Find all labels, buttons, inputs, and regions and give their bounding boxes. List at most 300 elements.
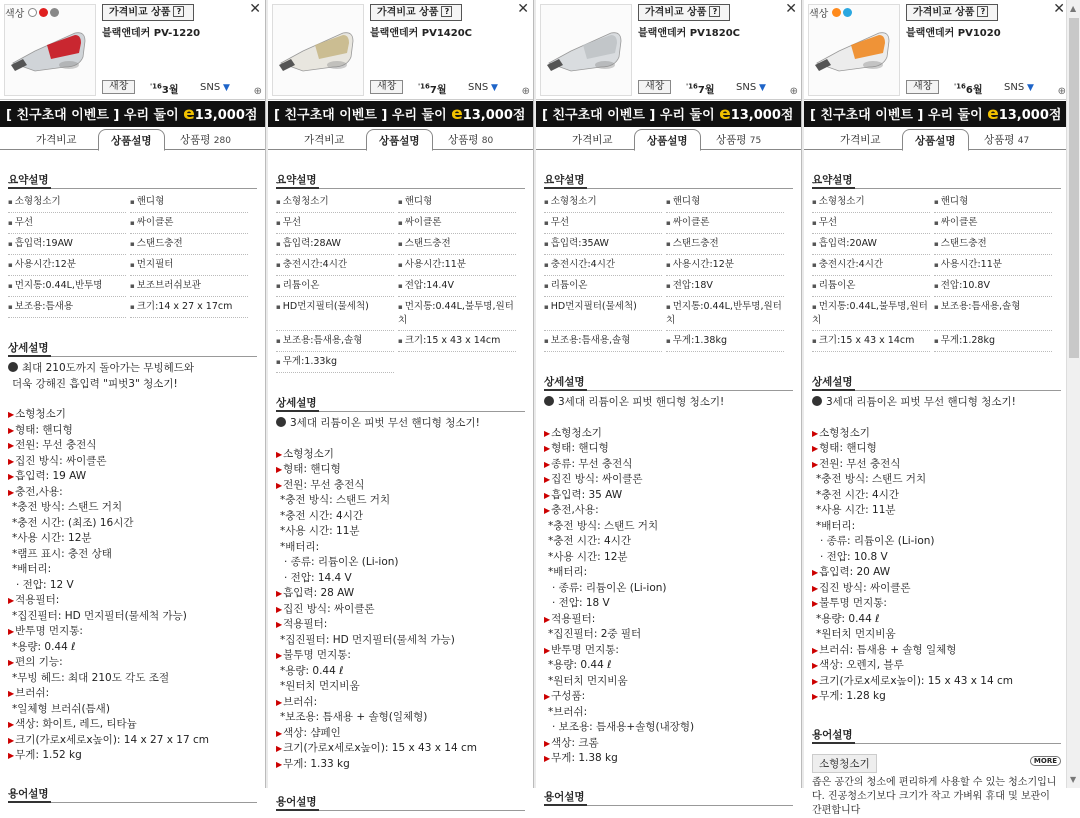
summary-item: ▪ 무게:1.33kg	[276, 352, 394, 373]
color-swatch[interactable]	[28, 8, 37, 17]
red-triangle-icon: ▶	[812, 444, 819, 453]
detail-line	[276, 710, 525, 726]
summary-section-title	[8, 172, 257, 189]
detail-text: *배터리:	[816, 519, 856, 532]
red-triangle-icon: ▶	[8, 425, 15, 435]
detail-title: 상세설명	[544, 374, 587, 391]
tab-reviews[interactable]	[180, 132, 231, 147]
release-date	[418, 81, 447, 96]
product-thumbnail[interactable]	[540, 4, 632, 96]
summary-item: ▪ 핸디형	[666, 192, 784, 213]
detail-line	[544, 612, 793, 628]
summary-grid	[812, 192, 1061, 352]
new-window-button[interactable]: 새창	[638, 80, 671, 94]
red-triangle-icon: ▶	[544, 475, 551, 484]
summary-item: ▪ 사용시간:11분	[934, 255, 1052, 276]
detail-text: 크기(가로x세로x높이): 14 x 27 x 17 cm	[15, 733, 209, 746]
product-thumbnail[interactable]	[272, 4, 364, 96]
detail-line	[812, 612, 1061, 628]
price-compare-button[interactable]	[638, 4, 730, 21]
red-triangle-icon: ▶	[812, 661, 819, 670]
product-column	[804, 0, 1070, 816]
summary-item: ▪ 전압:10.8V	[934, 276, 1052, 297]
close-icon[interactable]: ✕	[785, 1, 797, 17]
detail-text: *충전 시간: 4시간	[548, 535, 632, 547]
color-swatch[interactable]	[843, 8, 852, 17]
tab-reviews[interactable]	[448, 132, 493, 147]
tab-reviews[interactable]	[984, 132, 1029, 147]
sns-label: SNS	[1004, 82, 1025, 93]
detail-line	[544, 736, 793, 752]
summary-item: ▪ 흡입력:35AW	[544, 234, 662, 255]
summary-item: ▪ 핸디형	[934, 192, 1052, 213]
sns-label: SNS	[468, 82, 489, 93]
review-count: 47	[1017, 136, 1030, 146]
detail-text: 색상: 크롬	[551, 736, 599, 749]
detail-line	[8, 500, 257, 516]
detail-line	[8, 609, 257, 625]
help-icon[interactable]: ?	[441, 6, 452, 17]
tab-product-description[interactable]: 상품설명	[366, 129, 433, 151]
detail-text: 불투명 먼지통:	[819, 597, 887, 609]
summary-item: ▪ 소형청소기	[276, 192, 394, 213]
red-triangle-icon: ▶	[544, 738, 551, 748]
detail-text: · 종류: 리튬이온 (Li-ion)	[552, 581, 667, 594]
detail-line	[276, 602, 525, 618]
summary-item: ▪ 리튬이온	[812, 276, 930, 297]
detail-spacer	[8, 392, 257, 407]
tab-bar	[804, 127, 1069, 150]
summary-item: ▪ 흡입력:28AW	[276, 234, 394, 255]
detail-text: 형태: 핸디형	[283, 463, 341, 475]
detail-line	[276, 555, 525, 571]
detail-text: *충전 방식: 스탠드 거치	[816, 473, 927, 485]
detail-text: 흡입력: 28 AW	[283, 587, 355, 599]
price-compare-button[interactable]	[102, 4, 194, 21]
detail-line	[812, 643, 1061, 659]
summary-item: ▪ 무선	[544, 213, 662, 234]
detail-spacer	[544, 411, 793, 426]
event-text: [ 친구초대 이벤트 ] 우리 둘이	[6, 108, 179, 123]
detail-text: *집진필터: 2중 필터	[548, 628, 642, 640]
product-model[interactable]: 블랙앤데커 PV1020	[906, 28, 1001, 39]
detail-title: 상세설명	[276, 395, 319, 412]
detail-text: 반투명 먼지통:	[551, 643, 619, 656]
chevron-down-icon[interactable]: ▼	[756, 83, 766, 93]
product-description-body	[268, 172, 533, 811]
detail-text: *원터치 먼지비움	[548, 674, 628, 687]
product-header	[804, 0, 1069, 100]
detail-text: *집진필터: HD 먼지필터(물세척 가능)	[12, 609, 187, 622]
detail-line	[276, 741, 525, 757]
detail-line	[544, 519, 793, 535]
glossary-text: 좁은 공간의 청소에 편리하게 사용할 수 있는 청소기입니다. 진공청소기보다 크기가 작고 가벼워 휴대 및 보관이 간편합니다	[812, 776, 1057, 816]
detail-line	[544, 488, 793, 504]
detail-line	[544, 705, 793, 721]
summary-title: 요약설명	[8, 172, 51, 189]
summary-title: 요약설명	[276, 172, 319, 189]
price-compare-button[interactable]	[370, 4, 462, 21]
detail-line	[8, 624, 257, 640]
glossary-title: 용어설명	[276, 794, 319, 811]
summary-section-title	[544, 172, 793, 189]
event-banner[interactable]	[536, 101, 801, 127]
detail-line	[544, 441, 793, 457]
glossary-section-title	[812, 727, 1061, 744]
detail-text: *충전 시간: (최조) 16시간	[12, 516, 134, 529]
color-swatches	[809, 5, 852, 20]
new-window-button[interactable]: 새창	[370, 80, 403, 94]
detail-line	[8, 655, 257, 671]
help-icon[interactable]: ?	[977, 6, 988, 17]
summary-item: ▪ 보조브러쉬보관	[130, 276, 248, 297]
detail-section-title	[812, 374, 1061, 391]
chevron-down-icon[interactable]: ▼	[220, 83, 230, 93]
sns-dropdown[interactable]	[468, 82, 498, 93]
glossary-term: 소형청소기	[812, 754, 877, 773]
sns-label: SNS	[736, 82, 757, 93]
tab-price-compare[interactable]: 가격비교	[572, 134, 613, 146]
detail-line	[812, 457, 1061, 473]
red-triangle-icon: ▶	[8, 487, 15, 497]
red-triangle-icon: ▶	[8, 735, 15, 745]
detail-line	[8, 531, 257, 547]
release-year: '16	[954, 82, 966, 91]
detail-line	[8, 593, 257, 609]
glossary-section-title	[544, 789, 793, 806]
red-triangle-icon: ▶	[544, 754, 551, 763]
sns-dropdown[interactable]	[1004, 82, 1034, 93]
detail-line	[812, 503, 1061, 519]
detail-text: 적용필터:	[283, 618, 328, 630]
tab-reviews-label: 상품평	[984, 134, 1015, 146]
detail-text: 무게: 1.38 kg	[551, 752, 618, 764]
summary-item: ▪ 크기:14 x 27 x 17cm	[130, 297, 248, 318]
sns-label: SNS	[200, 82, 221, 93]
summary-item: ▪ 리튬이온	[276, 276, 394, 297]
detail-text: 무게: 1.33 kg	[283, 757, 350, 770]
summary-item: ▪ 싸이클론	[934, 213, 1052, 234]
red-triangle-icon: ▶	[8, 627, 15, 636]
vertical-scrollbar[interactable]	[1066, 0, 1080, 788]
close-icon[interactable]: ✕	[249, 1, 261, 17]
summary-item: ▪ 싸이클론	[666, 213, 784, 234]
detail-text: 색상: 오렌지, 블루	[819, 659, 904, 671]
detail-text: 소형청소기	[551, 426, 602, 439]
detail-list	[544, 395, 793, 767]
detail-text: 전원: 무선 충전식	[283, 478, 365, 491]
price-compare-label: 가격비교 상품	[377, 7, 439, 18]
red-triangle-icon: ▶	[8, 456, 15, 466]
close-icon[interactable]: ✕	[1053, 1, 1065, 17]
red-triangle-icon: ▶	[812, 676, 819, 686]
detail-text: *사용 시간: 11분	[280, 525, 360, 537]
detail-line	[276, 648, 525, 664]
red-triangle-icon: ▶	[8, 410, 15, 419]
tab-price-compare[interactable]: 가격비교	[36, 134, 77, 146]
summary-item: ▪ 보조용:틈새용,솔형	[276, 331, 394, 352]
review-count: 80	[481, 136, 494, 146]
detail-text: *용량: 0.44 ℓ	[12, 640, 76, 653]
detail-line	[8, 748, 257, 764]
summary-item: ▪ 핸디형	[398, 192, 516, 213]
product-model[interactable]: 블랙앤데커 PV1820C	[638, 28, 741, 39]
summary-item: ▪ 보조용:틈새용	[8, 297, 126, 318]
tab-bar	[268, 127, 533, 150]
detail-line	[544, 720, 793, 736]
price-compare-label: 가격비교 상품	[913, 7, 975, 18]
detail-text: *원터치 먼지비움	[280, 680, 360, 692]
detail-text: *충전 방식: 스탠드 거치	[548, 519, 659, 532]
red-triangle-icon: ▶	[8, 658, 15, 667]
detail-text: *무빙 헤드: 최대 210도 각도 조절	[12, 671, 170, 684]
scrollbar-thumb[interactable]	[1069, 18, 1079, 358]
detail-line	[276, 493, 525, 509]
summary-grid	[276, 192, 525, 373]
summary-item: ▪ 전압:14.4V	[398, 276, 516, 297]
product-description-body	[0, 172, 265, 803]
detail-text: 소형청소기	[283, 447, 334, 460]
detail-section-title	[544, 374, 793, 391]
detail-list	[276, 416, 525, 772]
detail-line	[544, 472, 793, 488]
detail-text: · 종류: 리튬이온 (Li-ion)	[820, 535, 935, 547]
detail-line	[812, 581, 1061, 597]
bullet-icon	[276, 417, 286, 427]
detail-line	[8, 423, 257, 439]
detail-line	[544, 751, 793, 767]
detail-text: 충전,사용:	[551, 504, 599, 516]
detail-line	[276, 447, 525, 463]
detail-line	[276, 617, 525, 633]
price-compare-label: 가격비교 상품	[645, 7, 707, 18]
detail-line	[276, 633, 525, 649]
detail-line	[544, 674, 793, 690]
detail-line	[276, 726, 525, 742]
summary-item: ▪ 전압:18V	[666, 276, 784, 297]
red-triangle-icon: ▶	[276, 589, 283, 598]
product-column	[268, 0, 534, 808]
detail-text: *충전 방식: 스탠드 거치	[280, 494, 391, 506]
help-icon[interactable]: ?	[709, 6, 720, 17]
summary-item: ▪ 싸이클론	[398, 213, 516, 234]
detail-text: 브러쉬:	[15, 687, 50, 699]
product-description-body	[536, 172, 801, 806]
price-compare-label: 가격비교 상품	[109, 7, 171, 18]
summary-grid	[544, 192, 793, 352]
detail-text: *보조용: 틈새용 + 솔형(일체형)	[280, 711, 428, 723]
red-triangle-icon: ▶	[544, 490, 551, 500]
detail-line	[8, 485, 257, 501]
detail-line	[544, 565, 793, 581]
glossary-section-title	[276, 794, 525, 811]
color-swatch[interactable]	[50, 8, 59, 17]
tab-product-description[interactable]: 상품설명	[98, 129, 165, 151]
release-date	[150, 81, 179, 96]
detail-section-title	[276, 395, 525, 412]
event-e-logo: e	[451, 104, 463, 124]
summary-item: ▪ 싸이클론	[130, 213, 248, 234]
close-icon[interactable]: ✕	[517, 1, 529, 17]
detail-text: 무게: 1.28 kg	[819, 690, 886, 702]
detail-line	[812, 488, 1061, 504]
chevron-down-icon[interactable]: ▼	[488, 83, 498, 93]
more-button[interactable]: MORE	[1030, 756, 1061, 766]
summary-item: ▪ 먼지통:0.44L,반투명,원터치	[666, 297, 784, 331]
detail-line	[276, 586, 525, 602]
event-points: 13,000점	[194, 108, 258, 123]
detail-text: 불투명 먼지통:	[283, 649, 351, 661]
tab-product-description[interactable]: 상품설명	[634, 129, 701, 151]
summary-item: ▪ 사용시간:11분	[398, 255, 516, 276]
detail-line	[812, 426, 1061, 442]
red-triangle-icon: ▶	[276, 480, 283, 490]
detail-text: 크기(가로x세로x높이): 15 x 43 x 14 cm	[283, 742, 477, 754]
detail-line	[812, 472, 1061, 488]
detail-spacer	[812, 411, 1061, 426]
product-description-body	[804, 172, 1069, 818]
event-banner[interactable]	[268, 101, 533, 127]
zoom-icon[interactable]: ⊕	[253, 86, 262, 97]
zoom-icon[interactable]: ⊕	[521, 86, 530, 97]
detail-text: 형태: 핸디형	[551, 442, 609, 454]
detail-text: 소형청소기	[819, 426, 870, 439]
detail-line	[8, 702, 257, 718]
red-triangle-icon: ▶	[812, 568, 819, 577]
event-e-logo: e	[987, 104, 999, 124]
product-model[interactable]: 블랙앤데커 PV-1220	[102, 28, 201, 39]
detail-text: 적용필터:	[15, 594, 60, 606]
summary-item: ▪ 소형청소기	[8, 192, 126, 213]
chevron-down-icon[interactable]: ▼	[1024, 83, 1034, 93]
summary-item: ▪ 소형청소기	[544, 192, 662, 213]
detail-text: 전원: 무선 충전식	[819, 457, 901, 470]
red-triangle-icon: ▶	[544, 444, 551, 453]
summary-item: ▪ HD먼지필터(물세척)	[544, 297, 662, 331]
product-header	[536, 0, 801, 100]
summary-item: ▪ 무게:1.28kg	[934, 331, 1052, 352]
zoom-icon[interactable]: ⊕	[789, 86, 798, 97]
detail-line	[8, 578, 257, 594]
glossary-title: 용어설명	[812, 727, 855, 744]
tab-price-compare[interactable]: 가격비교	[840, 134, 881, 146]
detail-text: 집진 방식: 싸이클론	[15, 454, 107, 467]
detail-line	[812, 565, 1061, 581]
release-month: 6월	[965, 85, 983, 96]
detail-line	[8, 516, 257, 532]
detail-line	[8, 717, 257, 733]
red-triangle-icon: ▶	[8, 751, 15, 760]
summary-item: ▪ 스탠드충전	[398, 234, 516, 255]
detail-text: 전원: 무선 충전식	[15, 439, 97, 451]
detail-text: · 전압: 12 V	[16, 578, 74, 591]
detail-text: 색상: 샴페인	[283, 726, 341, 739]
red-triangle-icon: ▶	[8, 596, 15, 605]
product-image-icon	[273, 5, 363, 95]
scroll-down-icon[interactable]: ▼	[1070, 775, 1077, 784]
detail-line	[8, 640, 257, 656]
product-model[interactable]: 블랙앤데커 PV1420C	[370, 28, 473, 39]
red-triangle-icon: ▶	[276, 728, 283, 738]
detail-text: *사용 시간: 12분	[12, 532, 92, 544]
detail-text: *용량: 0.44 ℓ	[280, 664, 344, 677]
detail-text: 흡입력: 19 AW	[15, 470, 87, 482]
review-count: 280	[213, 136, 231, 146]
detail-text: 편의 기능:	[15, 656, 63, 668]
product-image-icon	[541, 5, 631, 95]
release-year: '16	[418, 82, 430, 91]
color-swatch[interactable]	[832, 8, 841, 17]
sns-dropdown[interactable]	[200, 82, 230, 93]
summary-item: ▪ 무게:1.38kg	[666, 331, 784, 352]
tab-product-description[interactable]: 상품설명	[902, 129, 969, 151]
summary-item: ▪ 스탠드충전	[130, 234, 248, 255]
summary-item: ▪ 크기:15 x 43 x 14cm	[398, 331, 516, 352]
release-year: '16	[150, 82, 162, 91]
event-banner[interactable]	[804, 101, 1069, 127]
detail-text: *충전 시간: 4시간	[816, 488, 900, 501]
red-triangle-icon: ▶	[544, 614, 551, 624]
summary-section-title	[276, 172, 525, 189]
color-swatch[interactable]	[39, 8, 48, 17]
price-compare-button[interactable]	[906, 4, 998, 21]
event-e-logo: e	[183, 104, 195, 124]
new-window-button[interactable]: 새창	[102, 80, 135, 94]
red-triangle-icon: ▶	[276, 449, 283, 459]
detail-text: *원터치 먼지비움	[816, 628, 896, 640]
detail-text: 색상: 화이트, 레드, 티타늄	[15, 718, 137, 730]
event-banner[interactable]	[0, 101, 265, 127]
color-swatches	[5, 5, 59, 20]
bullet-icon	[812, 396, 822, 406]
detail-line	[544, 457, 793, 473]
detail-line	[276, 695, 525, 711]
detail-line	[276, 478, 525, 494]
tab-reviews[interactable]	[716, 132, 761, 147]
tab-price-compare[interactable]: 가격비교	[304, 134, 345, 146]
detail-line	[276, 462, 525, 478]
detail-text: 충전,사용:	[15, 485, 63, 498]
detail-line	[8, 686, 257, 702]
zoom-icon[interactable]: ⊕	[1057, 86, 1066, 97]
sns-dropdown[interactable]	[736, 82, 766, 93]
detail-text: · 보조용: 틈새용+솔형(내장형)	[552, 721, 695, 733]
tab-bar	[536, 127, 801, 150]
help-icon[interactable]: ?	[173, 6, 184, 17]
detail-line	[544, 534, 793, 550]
new-window-button[interactable]: 새창	[906, 80, 939, 94]
detail-line	[8, 407, 257, 423]
summary-grid	[8, 192, 257, 318]
detail-line	[276, 416, 525, 432]
summary-item: ▪ 흡입력:20AW	[812, 234, 930, 255]
tab-reviews-label: 상품평	[448, 134, 479, 146]
detail-text: *용량: 0.44 ℓ	[816, 612, 880, 625]
summary-item: ▪ 흡입력:19AW	[8, 234, 126, 255]
review-count: 75	[749, 136, 762, 146]
glossary-box	[812, 744, 1061, 818]
detail-text: 브러쉬: 틈새용 + 솔형 일체형	[819, 643, 957, 656]
bullet-icon	[8, 362, 18, 372]
red-triangle-icon: ▶	[544, 506, 551, 515]
detail-text: *배터리:	[12, 563, 52, 575]
detail-list	[812, 395, 1061, 705]
detail-line	[544, 550, 793, 566]
red-triangle-icon: ▶	[276, 620, 283, 629]
red-triangle-icon: ▶	[276, 651, 283, 660]
summary-title: 요약설명	[812, 172, 855, 189]
scroll-up-icon[interactable]: ▲	[1070, 4, 1077, 13]
